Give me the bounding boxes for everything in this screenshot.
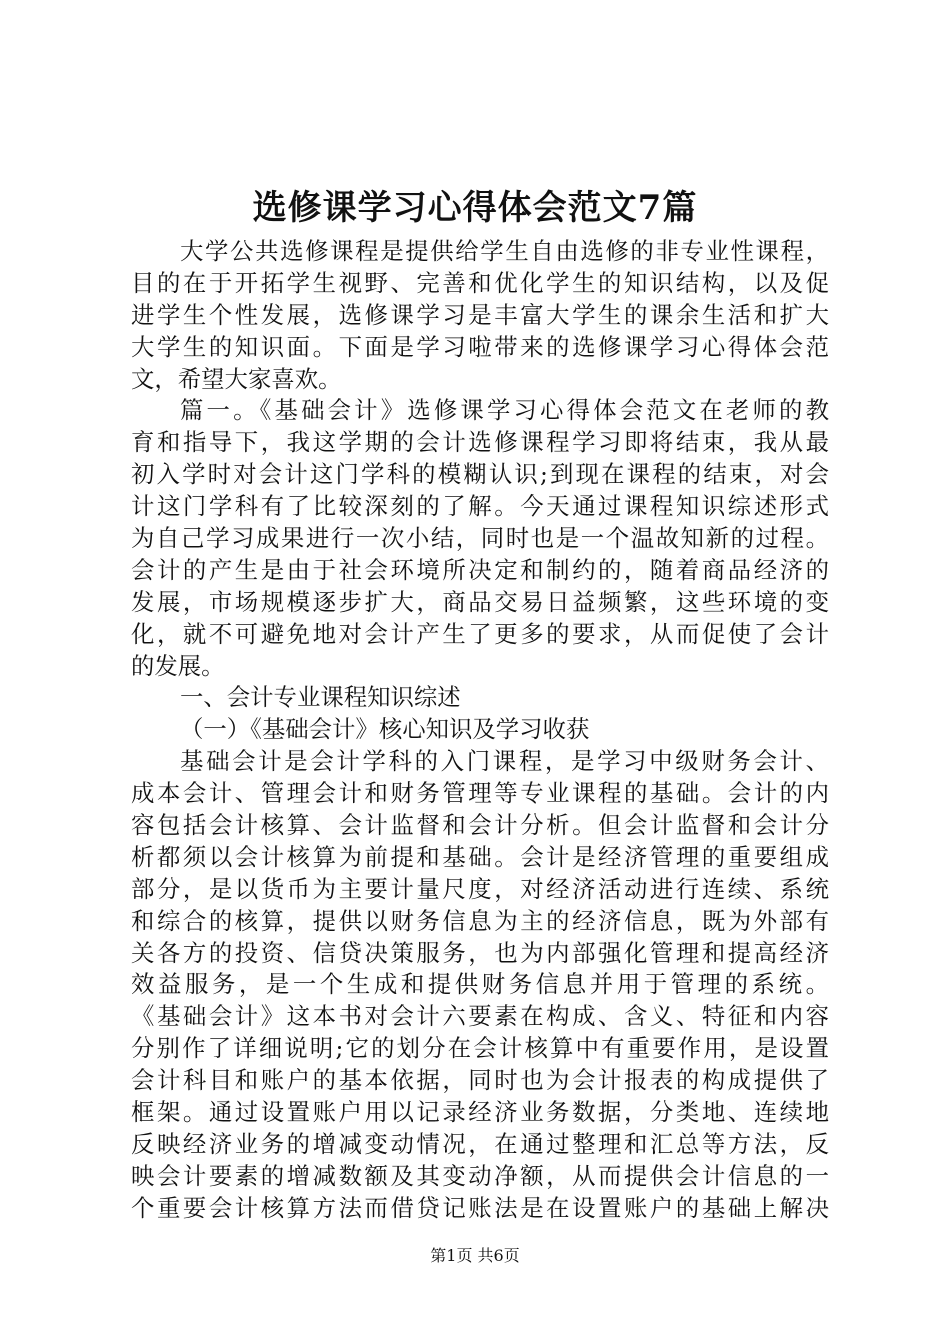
- text-line: 的发展。: [131, 651, 225, 680]
- text-line: 会计的产生是由于社会环境所决定和制约的，随着商品经济的: [131, 555, 829, 584]
- page-footer: 第1页 共6页: [430, 1246, 520, 1265]
- text-line: 容包括会计核算、会计监督和会计分析。但会计监督和会计分: [131, 811, 829, 840]
- text-line: 初入学时对会计这门学科的模糊认识;到现在课程的结束，对会: [131, 460, 829, 489]
- text-line: 个重要会计核算方法而借贷记账法是在设置账户的基础上解决: [131, 1193, 829, 1222]
- text-line: 文，希望大家喜欢。: [131, 364, 342, 393]
- text-line: 效益服务，是一个生成和提供财务信息并用于管理的系统。: [131, 970, 829, 999]
- text-line: 部分，是以货币为主要计量尺度，对经济活动进行连续、系统: [131, 874, 829, 903]
- text-line: 发展，市场规模逐步扩大，商品交易日益频繁，这些环境的变: [131, 587, 829, 616]
- document-title: 选修课学习心得体会范文7篇: [252, 188, 698, 228]
- text-line: 会计科目和账户的基本依据，同时也为会计报表的构成提供了: [131, 1066, 829, 1095]
- text-line: 反映经济业务的增减变动情况，在通过整理和汇总等方法，反: [131, 1129, 829, 1158]
- text-line: 映会计要素的增减数额及其变动净额，从而提供会计信息的一: [131, 1161, 829, 1190]
- text-line: 和综合的核算，提供以财务信息为主的经济信息，既为外部有: [131, 906, 829, 935]
- text-line: 关各方的投资、信贷决策服务，也为内部强化管理和提高经济: [131, 938, 829, 967]
- text-line: 成本会计、管理会计和财务管理等专业课程的基础。会计的内: [131, 779, 829, 808]
- text-line: 析都须以会计核算为前提和基础。会计是经济管理的重要组成: [131, 842, 829, 871]
- text-line: 进学生个性发展，选修课学习是丰富大学生的课余生活和扩大: [131, 300, 829, 329]
- text-line: 分别作了详细说明;它的划分在会计核算中有重要作用，是设置: [131, 1034, 829, 1063]
- document-body: [131, 236, 829, 1225]
- text-line: 化，就不可避免地对会计产生了更多的要求，从而促使了会计: [131, 619, 829, 648]
- text-line: 《基础会计》这本书对会计六要素在构成、含义、特征和内容: [131, 1002, 829, 1031]
- subsection-heading: （一）《基础会计》核心知识及学习收获: [180, 715, 590, 744]
- text-line: 框架。通过设置账户用以记录经济业务数据，分类地、连续地: [131, 1098, 829, 1127]
- text-line: 目的在于开拓学生视野、完善和优化学生的知识结构，以及促: [131, 268, 829, 297]
- text-line: 基础会计是会计学科的入门课程，是学习中级财务会计、: [180, 747, 829, 776]
- text-line: 育和指导下，我这学期的会计选修课程学习即将结束，我从最: [131, 428, 829, 457]
- text-line: 大学生的知识面。下面是学习啦带来的选修课学习心得体会范: [131, 332, 829, 361]
- text-line: 为自己学习成果进行一次小结，同时也是一个温故知新的过程。: [131, 524, 829, 553]
- text-line: 大学公共选修课程是提供给学生自由选修的非专业性课程，: [180, 237, 829, 265]
- text-line: 计这门学科有了比较深刻的了解。今天通过课程知识综述形式: [131, 492, 829, 521]
- text-line: 篇一。《基础会计》选修课学习心得体会范文在老师的教: [180, 396, 829, 425]
- section-heading: 一、会计专业课程知识综述: [180, 683, 461, 712]
